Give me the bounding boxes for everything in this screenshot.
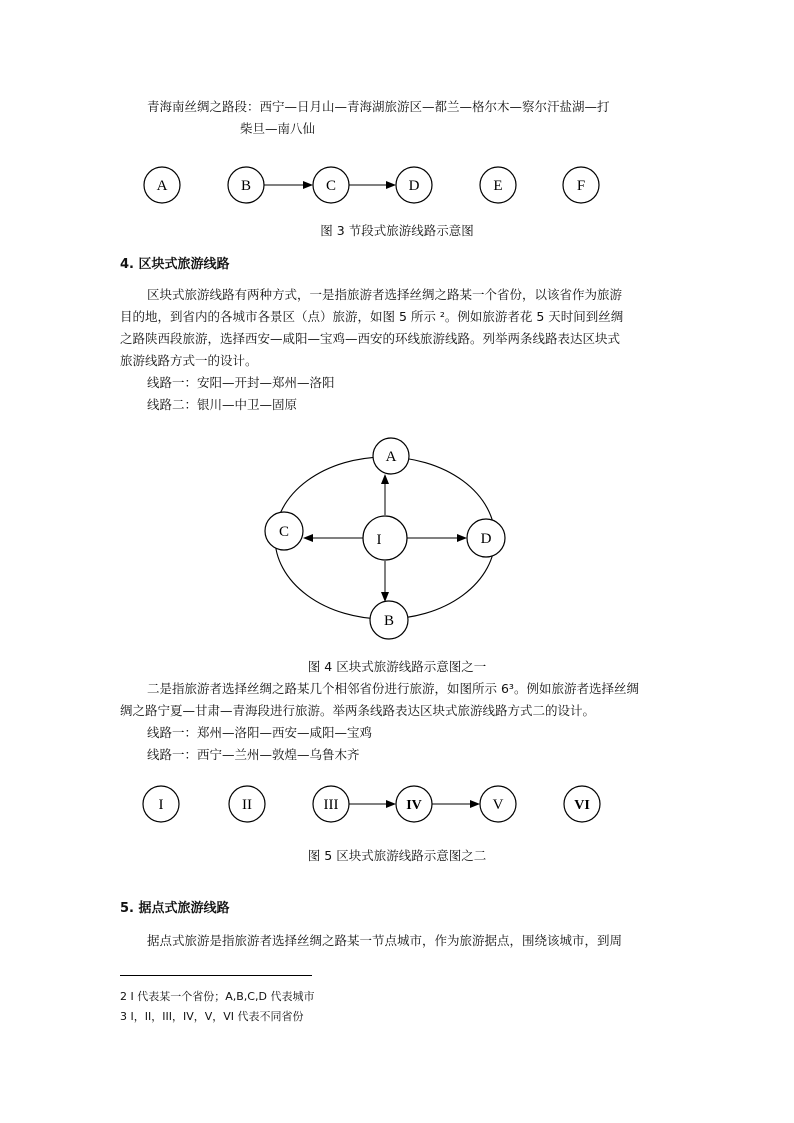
footnote-3: 3 I，II，III，IV，V，VI 代表不同省份 bbox=[120, 1010, 304, 1023]
fig4-node-a bbox=[373, 438, 409, 474]
section-5-heading: 5. 据点式旅游线路 bbox=[120, 901, 230, 916]
route-1b: 线路二：银川—中卫—固原 bbox=[147, 397, 298, 412]
fig4-label-i: I bbox=[376, 532, 382, 548]
route-2b: 线路一：西宁—兰州—敦煌—乌鲁木齐 bbox=[147, 747, 360, 762]
figure-5-caption: 图 5 区块式旅游线路示意图之二 bbox=[307, 848, 487, 863]
section-4-para-line-3: 之路陕西段旅游，选择西安—咸阳—宝鸡—西安的环线旅游线路。列举两条线路表达区块式 bbox=[120, 331, 621, 346]
section-5-para: 据点式旅游是指旅游者选择丝绸之路某一节点城市，作为旅游据点，围绕该城市，到周 bbox=[147, 933, 623, 948]
intro-line-2: 柴旦—南八仙 bbox=[240, 121, 316, 136]
fig4-node-b bbox=[370, 601, 408, 639]
fig3-node-a bbox=[144, 167, 180, 203]
fig5-node-6 bbox=[564, 786, 600, 822]
intro-line-1: 青海南丝绸之路段：西宁—日月山—青海湖旅游区—都兰—格尔木—察尔汗盐湖—打 bbox=[147, 99, 610, 114]
fig3-label-f: F bbox=[576, 178, 586, 194]
fig3-label-c: C bbox=[325, 178, 337, 194]
fig4-label-a: A bbox=[385, 449, 397, 465]
fig4-label-c: C bbox=[278, 524, 290, 540]
section-4-para-line-1: 区块式旅游线路有两种方式，一是指旅游者选择丝绸之路某一个省份，以该省作为旅游 bbox=[147, 287, 623, 302]
figure-3-caption: 图 3 节段式旅游线路示意图 bbox=[320, 223, 474, 238]
fig4-node-i bbox=[363, 516, 407, 560]
fig5-label-1: I bbox=[158, 797, 164, 813]
fig5-label-4: IV bbox=[406, 798, 422, 813]
fig3-node-b bbox=[228, 167, 264, 203]
footnote-2: 2 I 代表某一个省份；A,B,C,D 代表城市 bbox=[120, 990, 315, 1003]
fig3-node-f bbox=[563, 167, 599, 203]
fig5-node-4 bbox=[396, 786, 432, 822]
section-4-heading: 4. 区块式旅游线路 bbox=[120, 257, 230, 272]
fig5-label-5: V bbox=[492, 797, 504, 813]
section-4-para-line-4: 旅游线路方式一的设计。 bbox=[120, 353, 258, 368]
fig3-label-d: D bbox=[408, 178, 420, 194]
fig4-node-d bbox=[467, 519, 505, 557]
figure-4-caption: 图 4 区块式旅游线路示意图之一 bbox=[307, 659, 487, 674]
fig5-node-5 bbox=[480, 786, 516, 822]
fig5-node-2 bbox=[229, 786, 265, 822]
figure-5-diagram bbox=[0, 781, 794, 831]
fig5-label-3: III bbox=[323, 797, 339, 813]
fig5-node-3 bbox=[313, 786, 349, 822]
figure-4-diagram bbox=[0, 430, 794, 650]
fig4-label-b: B bbox=[383, 613, 395, 629]
fig4-label-d: D bbox=[480, 531, 492, 547]
fig3-label-e: E bbox=[493, 178, 503, 194]
fig5-label-2: II bbox=[242, 797, 252, 813]
figure-3-diagram bbox=[0, 160, 794, 210]
fig3-node-c bbox=[313, 167, 349, 203]
fig3-node-e bbox=[480, 167, 516, 203]
fig3-node-d bbox=[396, 167, 432, 203]
route-2a: 线路一：郑州—洛阳—西安—咸阳—宝鸡 bbox=[147, 725, 373, 740]
fig3-label-a: A bbox=[156, 178, 168, 194]
fig4-node-c bbox=[265, 512, 303, 550]
fig5-label-6: VI bbox=[574, 798, 590, 813]
section-4-para-line-2: 目的地，到省内的各城市各景区（点）旅游，如图 5 所示 ²。例如旅游者花 5 天时间到丝绸 bbox=[120, 309, 624, 324]
footnote-separator bbox=[120, 975, 312, 976]
fig3-label-b: B bbox=[240, 178, 252, 194]
para-2-line-1: 二是指旅游者选择丝绸之路某几个相邻省份进行旅游，如图所示 6³。例如旅游者选择丝绸 bbox=[147, 681, 639, 696]
para-2-line-2: 绸之路宁夏—甘肃—青海段进行旅游。举两条线路表达区块式旅游线路方式二的设计。 bbox=[120, 703, 596, 718]
fig5-node-1 bbox=[143, 786, 179, 822]
route-1a: 线路一：安阳—开封—郑州—洛阳 bbox=[147, 375, 335, 390]
